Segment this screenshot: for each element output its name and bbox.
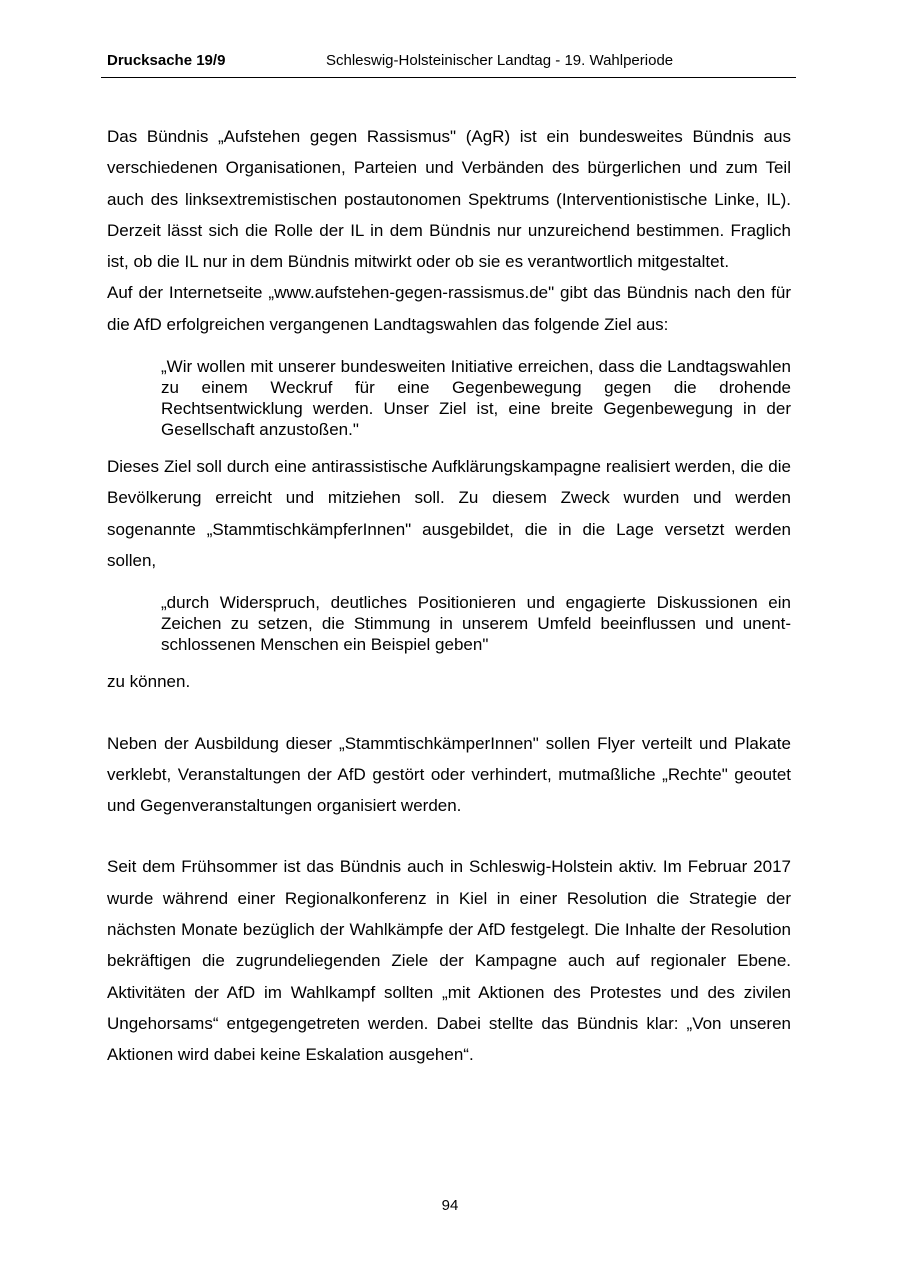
header-title: Schleswig-Holsteinischer Landtag - 19. Wahlperiode <box>326 52 674 69</box>
paragraph-continuation: zu können. <box>107 672 191 692</box>
document-body <box>107 121 791 1071</box>
paragraph-schleswig-holstein: Seit dem Frühsommer ist das Bündnis auch in Schleswig-Holstein aktiv. Im Februar 2017 wurde während einer Regionalkonferenz in Kiel in einer Resolution die Strategie der nächsten Monate bezüglich der Wahlkämpfe der AfD festgelegt. Die Inhalte der Resolution bekräftigen die zugrundeliegenden Ziele der Kampagne auch auf regionaler Ebene. Aktivitäten der AfD im Wahlkampf sollten „mit Aktionen des Protestes und des zivilen Ungehorsams“ entgegengetreten werden. Dabei stellte das Bündnis klar: „Von unseren Aktionen wird dabei keine Eskalation ausgehen“. <box>107 857 791 1065</box>
block-quote-goal: „Wir wollen mit unserer bundesweiten Initiative erreichen, dass die Landtagswahlen zu einem Weckruf für eine Gegenbewegung gegen die drohende Rechtsentwicklung werden. Unser Ziel ist, eine breite Gegenbewegung in der Gesellschaft anzustoßen." <box>161 357 791 440</box>
document-number: Drucksache 19/9 <box>107 52 226 69</box>
block-quote-training: „durch Widerspruch, deutliches Positionieren und engagierte Diskussionen ein Zeichen zu setzen, die Stimmung in unserem Umfeld beeinflussen und unentschlossenen Menschen ein Beispiel geben" <box>161 593 791 655</box>
paragraph-website: Auf der Internetseite „www.aufstehen-gegen-rassismus.de" gibt das Bündnis nach den für die AfD erfolgreichen vergangenen Landtagswahlen das folgende Ziel aus: <box>107 283 791 334</box>
paragraph-campaign: Dieses Ziel soll durch eine antirassistische Aufklärungskampagne realisiert werden, die die Bevölkerung erreicht und mitziehen soll. Zu diesem Zweck wurden und werden sogenannte „StammtischkämpferInnen" ausgebildet, die in die Lage versetzt werden sollen, <box>107 457 791 570</box>
paragraph-intro: Das Bündnis „Aufstehen gegen Rassismus" (AgR) ist ein bundesweites Bündnis aus verschiedenen Organisationen, Parteien und Verbänden des bürgerlichen und zum Teil auch des linksextremistischen postautonomen Spektrums (Interventionistische Linke, IL). Derzeit lässt sich die Rolle der IL in dem Bündnis nur unzureichend bestimmen. Fraglich ist, ob die IL nur in dem Bündnis mitwirkt oder ob sie es verantwortlich mitgestaltet. <box>107 127 791 272</box>
page-header <box>101 50 796 78</box>
paragraph-activities: Neben der Ausbildung dieser „StammtischkämperInnen" sollen Flyer verteilt und Plakate verklebt, Veranstaltungen der AfD gestört oder verhindert, mutmaßliche „Rechte" geoutet und Gegenveranstaltungen organisiert werden. <box>107 733 791 816</box>
page-number: 94 <box>441 1197 459 1214</box>
